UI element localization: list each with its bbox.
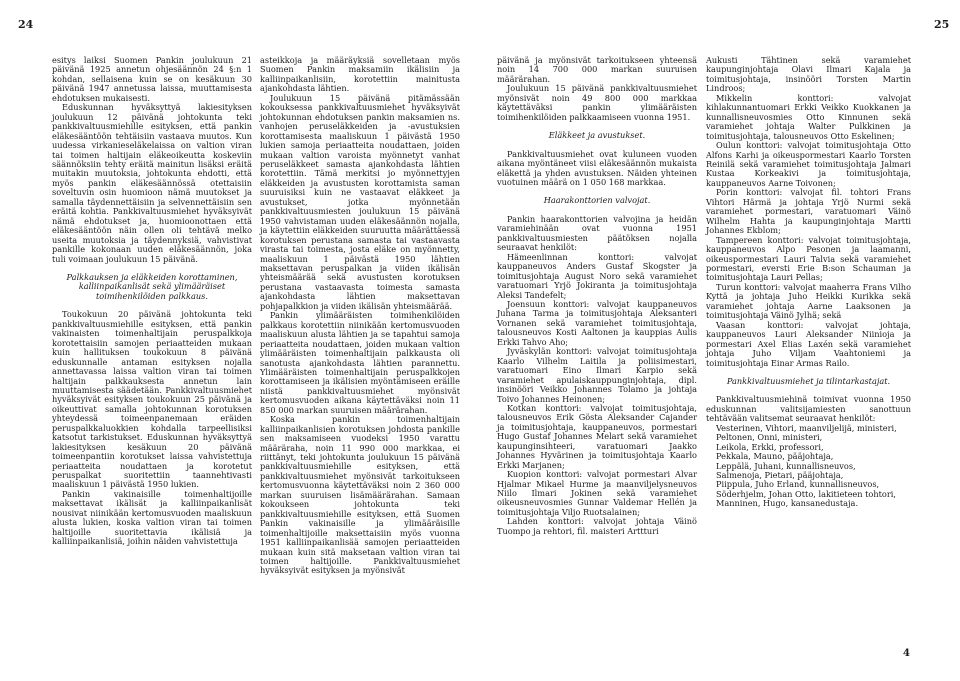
section-heading: Palkkauksen ja eläkkeiden korottaminen, kalliinpaikanlisät sekä ylimääräiset toimihenkilöiden palkkaus. xyxy=(66,271,238,301)
paragraph: Aukusti Tähtinen sekä varamiehet kaupunginjohtaja Olavi Ilmari Kajala ja toimitusjohtaja, insinööri Torsten Martin Lindroos; xyxy=(706,55,911,94)
list-item: Piippula, Juho Erland, kunnallisneuvos, xyxy=(716,479,880,490)
list-item: Söderhjelm, Johan Otto, lakitieteen tohtori, xyxy=(716,488,896,499)
list-item: Manninen, Hugo, kansanedustaja. xyxy=(716,498,859,509)
paragraph: Oulun konttori: valvojat toimitusjohtaja Otto Alfons Karhi ja oikeuspormestari Kaarlo Torsten Reinilä sekä varamiehet toimitusjohtaja Jalmari Kustaa Korkeakivi ja toimitusjohtaja, kauppaneuvos Aarne Toivonen; xyxy=(706,140,911,188)
paragraph: Pankkivaltuusmiehet ovat kuluneen vuoden aikana myöntäneet viisi eläkesäännön mukaista eläkettä ja yhden avustuksen. Näiden yhteinen vuotuinen määrä on 1 050 168 markkaa. xyxy=(497,148,697,187)
page-number-right: 25 xyxy=(934,18,950,31)
paragraph: Pankkivaltuusmiehinä toimivat vuonna 1950 eduskunnan valitsijamiesten sanottuun tehtävään valitsemat seuraavat henkilöt: xyxy=(706,394,911,424)
paragraph: Mikkelin konttori: valvojat kihlakunnantuomari Erkki Veikko Kuokkanen ja kunnallisneuvosmies Otto Kinnunen sekä varamiehet johtaja Walter Pulkkinen ja toimitusjohtaja, talousneuvos Otto Eskelinen; xyxy=(706,92,911,141)
paragraph: Koska pankin toimenhaltijain kalliinpaikanlisien korotuksen johdosta pankille sen maksamiseen vuodeksi 1950 varattu määräraha, noin 11 990 000 markkaa, ei riittänyt, teki johtokunta joulukuun 15 päivänä pankkivaltuusmiehille esityksen, että pankkivaltuusmiehet myönsivät tarkoitukseen kertomusvuonna käytettäväksi noin 2 360 000 markan suuruisen lisämäärärahan. Samaan kokoukseen johtokunta teki pankkivaltuusmiehille esityksen, että Suomen Pankin vakinaisille ja ylimääräisille toimenhaltijoille maksettaisiin myös vuonna 1951 kalliinpaikanlisää samojen periaatteiden mukaan kuin sitä maksetaan valtion viran tai toimen haltijoille. Pankkivaltuusmiehet hyväksyivät esityksen ja myönsivät xyxy=(260,414,460,576)
paragraph: esitys laiksi Suomen Pankin joulukuun 21 päivänä 1925 annetun ohjesäännön 24 §:n 1 kohdan, sellaisena kuin se on kesäkuun 30 päivänä 1947 annetussa laissa, muuttamisesta ehdotuksen mukaisesti. xyxy=(52,55,252,103)
paragraph: Kotkan konttori: valvojat toimitusjohtaja, talousneuvos Erik Gösta Aleksander Cajander ja toimitusjohtaja, kauppaneuvos, pormestari Hugo Gustaf Johannes Melart sekä varamiehet kaupunginsihteeri, varatuomari Jaakko Johannes Hyvärinen ja toimitusjohtaja Kaarlo Erkki Marjanen; xyxy=(497,402,697,470)
paragraph: Toukokuun 20 päivänä johtokunta teki pankkivaltuusmiehille esityksen, että pankin vakinaisten toimenhaltijain peruspalkkoja korotettaisiin samojen periaatteiden mukaan kuin hallituksen toukokuun 8 päivänä eduskunnalle antaman esityksen nojalla annettavassa laissa valtion viran tai toimen haltijain palkkauksesta annetun lain muuttamisesta säädetään. Pankkivaltuusmiehet hyväksyivät esityksen toukokuun 25 päivänä ja oikeuttivat samalla johtokunnan korotuksen yhteydessä toimeenpanemaan eräiden peruspalkkaluokkien kohdalla tarpeellisiksi katsotut tarkistukset. Eduskunnan hyväksyttyä lakiesityksen kesäkuun 20 päivänä toimeenpantiin korotukset laissa vahvistettuja periaatteita noudattaen ja korotetut peruspalkat suoritettiin taannehtivasti maaliskuun 1 päivästä 1950 lukien. xyxy=(52,309,252,490)
page-number-left: 24 xyxy=(18,18,34,31)
paragraph: Pankin ylimääräisten toimihenkilöiden palkkaus korotettiin niinikään kertomusvuoden maaliskuun alusta lähtien ja se tapahtui samoja periaatteita noudattaen, joiden mukaan valtion ylimääräisten toimenhaltijain palkkausta oli sanotusta ajankohdasta lähtien parannettu. Ylimääräisten toimenhaltijain peruspalkkojen korottamiseen ja ikälisien myöntämiseen eräille niistä pankkivaltuusmiehet myönsivät kertomusvuoden aikana käytettäväksi noin 11 850 000 markan suuruisen määrärahan. xyxy=(260,310,460,415)
footnote-number: 4 xyxy=(903,648,910,659)
paragraph: Eduskunnan hyväksyttyä lakiesityksen joulukuun 12 päivänä johtokunta teki pankkivaltuusmiehille esityksen, että pankin eläkesääntöön tehtäisiin vastaava muutos. Kun uudessa virkanieseläkelaissa on valtion viran tai toimen haltijain eläkeoikeutta koskeviin säännöksiin tehty eräitä mainitun lisäksi eräitä muitakin muutoksia, johtokunta ehdotti, että myös pankin eläkesäännössä otettaisiin soveltuvin osin huomioon nämä muutokset ja samalla täydennettäisiin ja selvennettäisiin sen eräitä kohtia. Pankkivaltuusmiehet hyväksyivät nämä ehdotukset ja, huomioonottaen että eläkesääntöön näin ollen oli tehtävä melko useita muutoksia ja täydennyksiä, vahvistivat pankille kokonaan uuden eläkesäännön, joka tuli voimaan joulukuun 15 päivänä. xyxy=(52,102,252,264)
paragraph: Turun konttori: valvojat maaherra Frans Vilho Kyttä ja johtaja Juho Heikki Kurikka sekä varamiehet johtaja Aarne Laaksonen ja toimitusjohtaja Väinö Jylhä; sekä xyxy=(706,281,911,321)
paragraph: Hämeenlinnan konttori: valvojat kauppaneuvos Anders Gustaf Skogster ja toimitusjohtaja August Noro sekä varamiehet varatuomari Yrjö Jokiranta ja toimitusjohtaja Aleksi Tandefelt; xyxy=(497,251,697,300)
list-item: Pekkala, Mauno, pääjohtaja, xyxy=(716,451,834,462)
list-item: Leikola, Erkki, professori, xyxy=(716,441,824,452)
paragraph: Porin konttori: valvojat fil. tohtori Frans Vihtori Härmä ja johtaja Yrjö Nurmi sekä varamiehet pormestari, varatuomari Väinö Wilhelm Hahta ja kaupunginjohtaja Martti Johannes Ekblom; xyxy=(706,187,911,236)
paragraph: Joulukuun 15 päivänä pankkivaltuusmiehet myönsivät noin 49 800 000 markkaa käytettäväksi pankin ylimääräisten toimihenkilöiden palkkaamiseen vuonna 1951. xyxy=(497,83,697,122)
paragraph: asteikkoja ja määräyksiä sovelletaan myös Suomen Pankin maksamiin ikälisiin ja kalliinpaikanlisiin, korotettiin mainitusta ajankohdasta lähtien. xyxy=(260,55,460,94)
paragraph: Kuopion konttori: valvojat pormestari Alvar Hjalmar Mikael Hurme ja maanviljelysneuvos Niilo Ilmari Jokinen sekä varamiehet oikeusneuvosmies Gunnar Valdemar Hellén ja toimitusjohtaja Viljo Ruotsalainen; xyxy=(497,469,697,517)
column-3 xyxy=(497,56,697,536)
paragraph: Pankin vakinaisille toimenhaltijoille maksettavat ikälisät ja kalliinpaikanlisät nousivat niinikään kertomusvuoden maaliskuun alusta lukien, koska valtion viran tai toimen haltijoille suoritettavia ikälisiä ja kalliinpaikanlisiä, joihin näiden vahvistettuja xyxy=(52,488,252,547)
paragraph: Jyväskylän konttori: valvojat toimitusjohtaja Kaarlo Vilhelm Laitila ja poliisimestari, varatuomari Eino Ilmari Karpio sekä varamiehet apulaiskauppunginjohtaja, dipl. insinööri Veikko Johannes Tolamo ja johtaja Toivo Johannes Heinonen; xyxy=(497,346,697,404)
section-heading: Eläkkeet ja avustukset. xyxy=(548,130,646,141)
paragraph: Joulukuun 15 päivänä pitämässään kokouksessa pankkivaltuusmiehet hyväksyivät johtokunnan ehdotuksen pankin maksamien ns. vanhojen peruseläkkeiden ja -avustuksien korottamisesta maaliskuun 1 päivästä 1950 lukien samoja periaatteita noudattaen, joiden mukaan valtion varoista myönnetyt vanhat peruseläkkeet samasta ajankohdasta lähtien korotettiin. Tämä merkitsi jo myönnettyjen eläkkeiden ja avustusten korottamista saman suuruisiksi kuin ne vastaavat eläkkeet ja avustukset, jotka myönnetään pankkivaltuusmiesten joulukuun 15 päivänä 1950 vahvistaman uuden eläkesäännön nojalla, ja käytettiin eläkkeiden suuruutta määrättäessä korotuksen perustana samasta tai vastaavasta virasta tai toimesta, josta eläke on myönnetty, maaliskuun 1 päivästä 1950 lähtien maksettavan peruspalkan ja viiden ikälisän yhteismäärää sekä avustusten korotuksen perustana vastaavasta toimesta samasta ajankohdasta lähtien maksettavan pohjapalkkion ja viiden ikälisän yhteismäärää. xyxy=(260,92,460,311)
paragraph: Vaasan konttori: valvojat johtaja, kauppaneuvos Lauri Aleksander Niinioja ja pormestari Axel Elias Laxén sekä varamiehet johtaja Juho Viljam Vaahtoniemi ja toimitusjohtaja Einar Armas Railo. xyxy=(706,319,911,368)
paragraph: Lahden konttori: valvojat johtaja Väinö Tuompo ja rehtori, fil. maisteri Arttturi xyxy=(497,516,697,536)
column-2 xyxy=(260,56,460,576)
list-item: Peltonen, Onni, ministeri, xyxy=(716,432,823,443)
list-item: Leppälä, Juhani, kunnallisneuvos, xyxy=(716,460,856,471)
list-item: Vesterinen, Vihtori, maanviljelijä, ministeri, xyxy=(716,422,897,433)
section-heading: Pankkivaltuusmiehet ja tilintarkastajat. xyxy=(726,375,891,386)
column-1 xyxy=(52,56,252,547)
list-item: Salmenoja, Pietari, pääjohtaja, xyxy=(716,470,844,481)
paragraph: Tampereen konttori: valvojat toimitusjohtaja, kauppaneuvos Alpo Pesonen ja laamanni, oikeuspormestari Lauri Talvia sekä varamiehet pormestari, eversti Erie B:son Schauman ja toimitusjohtaja Lauri Pellas; xyxy=(706,234,911,283)
section-heading: Haarakonttorien valvojat. xyxy=(543,195,651,206)
paragraph: Joensuun konttori: valvojat kauppaneuvos Juhana Tarma ja toimitusjohtaja Aleksanteri Vornanen sekä varamiehet toimitusjohtaja, talousneuvos Kosti Aaltonen ja kauppias Aulis Erkki Tahvo Aho; xyxy=(497,298,697,347)
column-4 xyxy=(706,56,911,509)
paragraph: Pankin haarakonttorien valvojina ja heidän varamiehinään ovat vuonna 1951 pankkivaltuusmiesten päätöksen nojalla seuraavat henkilöt: xyxy=(497,213,697,253)
paragraph: päivänä ja myönsivät tarkoitukseen yhteensä noin 14 700 000 markan suuruisen määrärahan. xyxy=(497,55,697,84)
